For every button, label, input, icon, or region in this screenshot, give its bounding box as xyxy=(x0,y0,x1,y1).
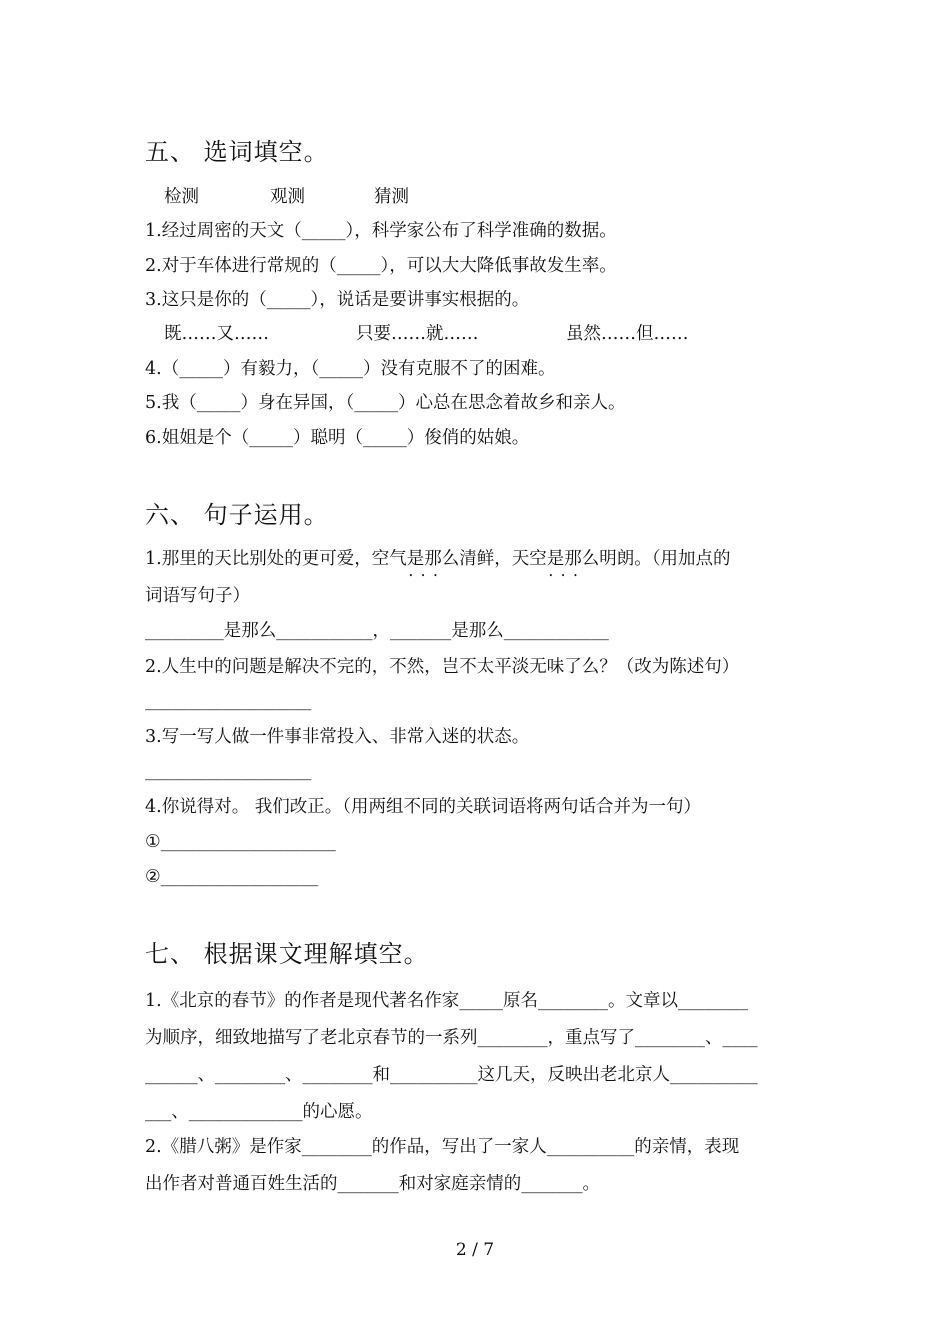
answer-line: ___________________ xyxy=(145,761,312,781)
page-number: 2 / 7 xyxy=(455,1240,495,1260)
answer-line: _________是那么___________，_______是那么____________ xyxy=(145,621,609,641)
word-option: 检测 xyxy=(164,187,199,207)
section6-heading: 六、 句子运用。 xyxy=(145,501,329,529)
question-6-4: 4.你说得对。 我们改正。（用两组不同的关联词语将两句话合并为一句） xyxy=(145,797,702,817)
question-7-line: 出作者对普通百姓生活的_______和对家庭亲情的_______。 xyxy=(145,1174,600,1194)
dotted-word: 是那么 • • • xyxy=(407,549,460,569)
question-5-6: 6.姐姐是个（_____）聪明（_____）俊俏的姑娘。 xyxy=(145,428,530,448)
question-7-line: ______、________、________和__________这几天，反映出老北京人__________ xyxy=(145,1065,758,1085)
answer-line: ①____________________ xyxy=(145,832,336,852)
question-5-4: 4.（_____）有毅力，（_____）没有克服不了的困难。 xyxy=(145,359,556,379)
word-option: 既……又…… xyxy=(164,324,269,344)
question-5-5: 5.我（_____）身在异国，（_____）心总在思念着故乡和亲人。 xyxy=(145,393,626,413)
section5-heading: 五、 选词填空。 xyxy=(145,138,329,166)
dotted-word: 是那么 • • • xyxy=(547,549,600,569)
question-5-2: 2.对于车体进行常规的（_____），可以大大降低事故发生率。 xyxy=(145,256,617,276)
question-6-3: 3.写一写人做一件事非常投入、非常入迷的状态。 xyxy=(145,727,530,747)
question-7-line: 1.《北京的春节》的作者是现代著名作家_____原名________。文章以________ xyxy=(145,991,748,1011)
answer-line: ②__________________ xyxy=(145,867,319,887)
section7-heading: 七、 根据课文理解填空。 xyxy=(145,940,429,968)
question-5-1: 1.经过周密的天文（_____），科学家公布了科学准确的数据。 xyxy=(145,221,617,241)
word-option: 猜测 xyxy=(374,187,409,207)
question-7-line: ___、_____________的心愿。 xyxy=(145,1102,373,1122)
question-6-1: 1.那里的天比别处的更可爱，空气是那么 • • •清鲜，天空是那么 • • •明朗。（用加点的 xyxy=(145,548,730,570)
question-6-1-cont: 词语写句子） xyxy=(145,586,250,606)
word-option: 只要……就…… xyxy=(356,324,479,344)
question-7-line: 2.《腊八粥》是作家________的作品，写出了一家人__________的亲情，表现 xyxy=(145,1137,740,1157)
question-7-line: 为顺序，细致地描写了老北京春节的一系列________，重点写了________、____ xyxy=(145,1028,758,1048)
question-6-2: 2.人生中的问题是解决不完的，不然，岂不太平淡无味了么？（改为陈述句） xyxy=(145,657,740,677)
answer-line: ___________________ xyxy=(145,691,312,711)
question-5-3: 3.这只是你的（_____），说话是要讲事实根据的。 xyxy=(145,290,530,310)
word-option: 观测 xyxy=(270,187,305,207)
word-option: 虽然……但…… xyxy=(566,324,689,344)
